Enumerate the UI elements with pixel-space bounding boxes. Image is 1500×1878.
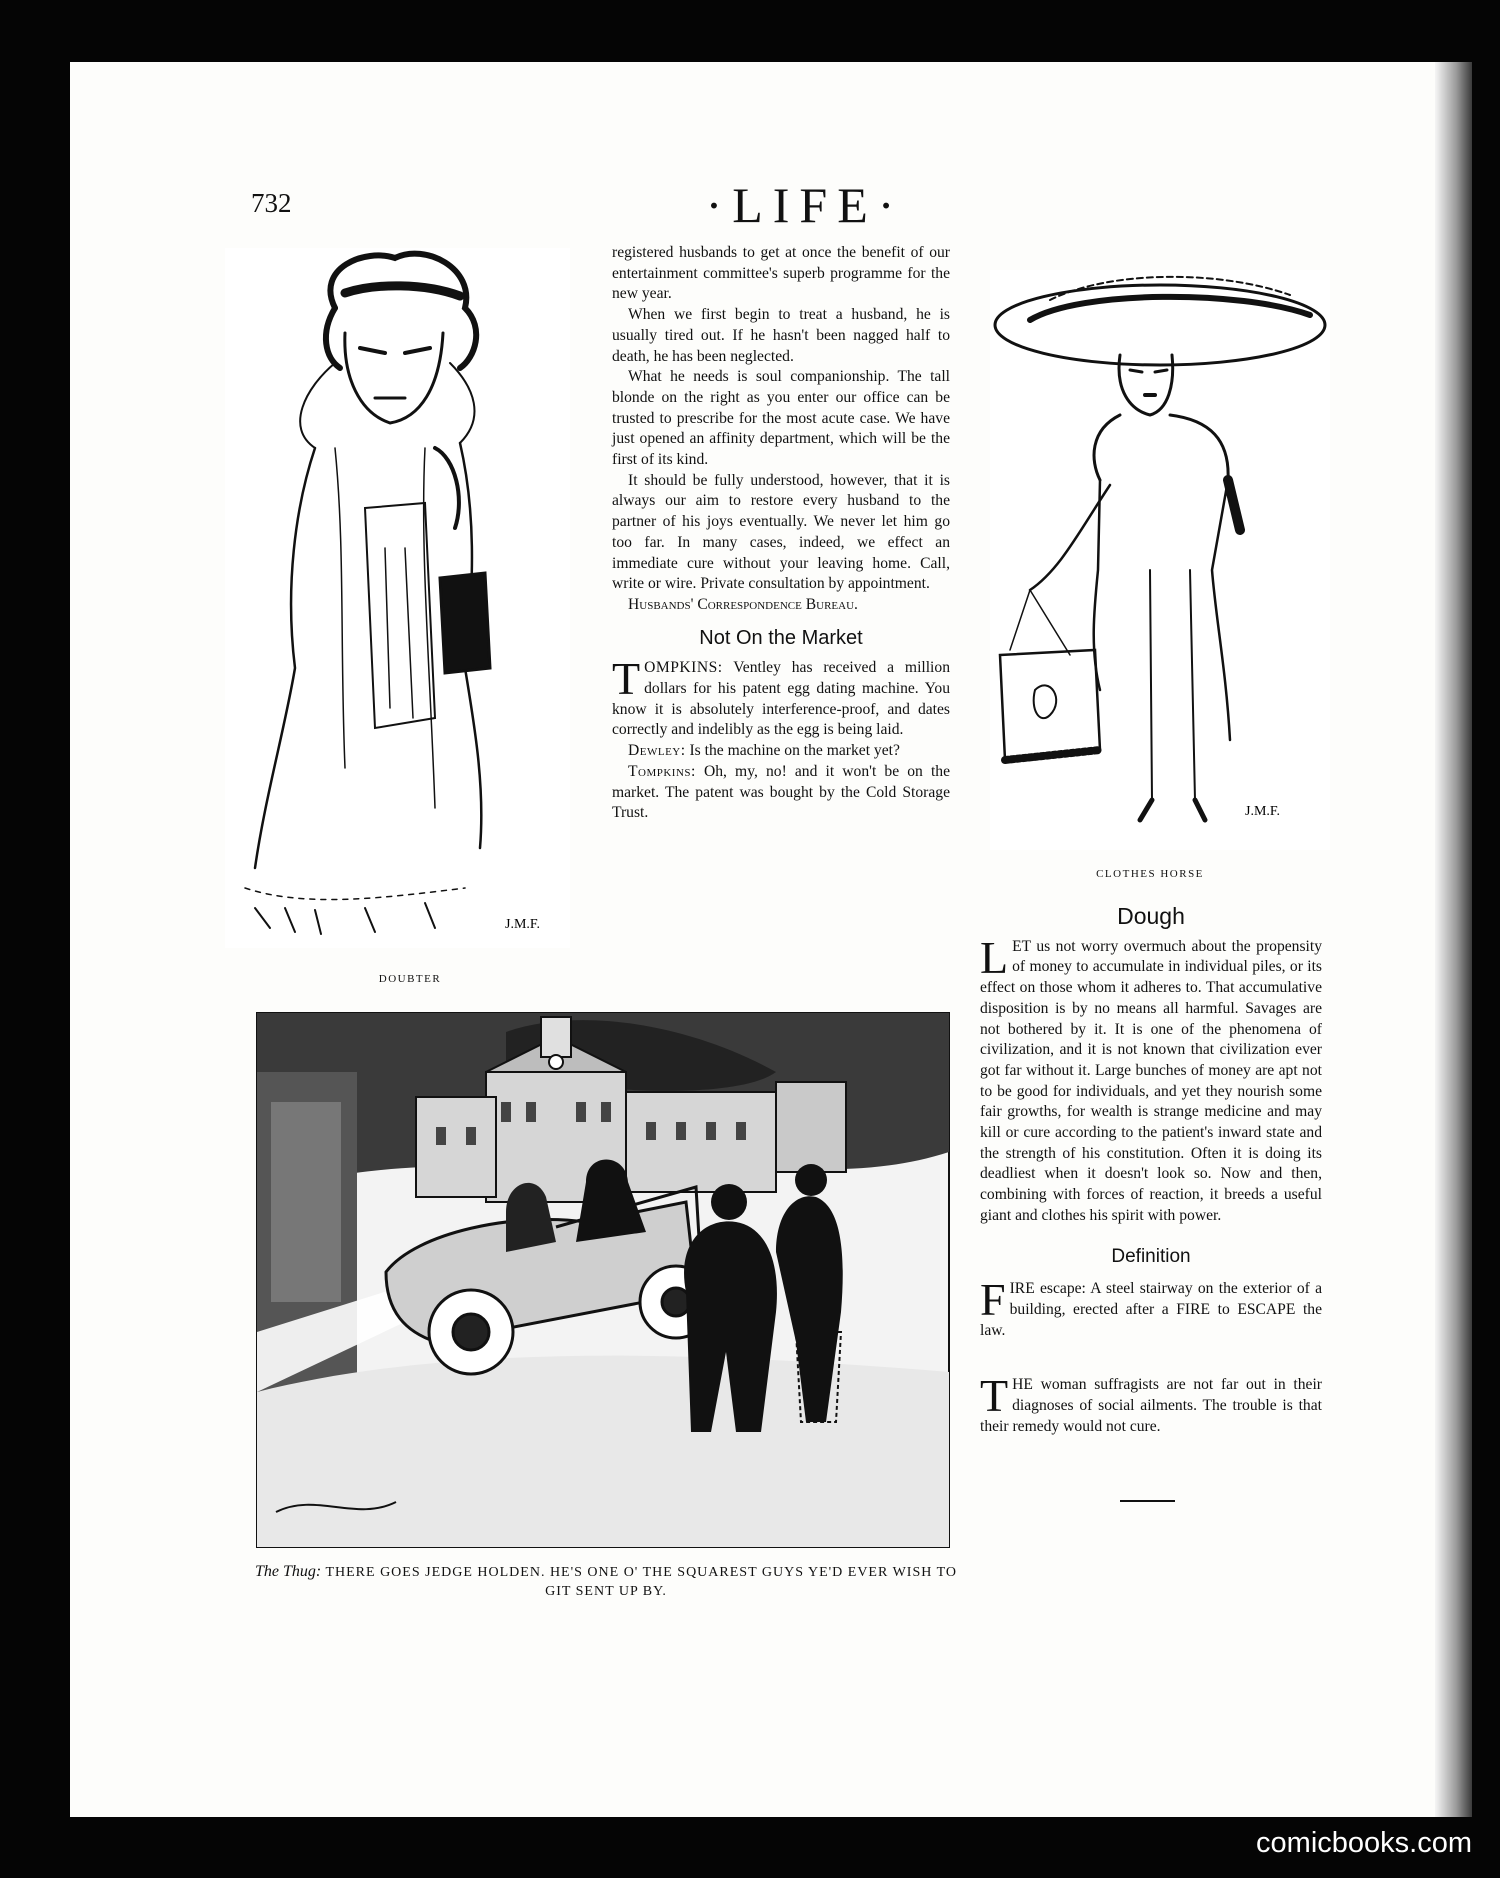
suffragists-text: HE woman suffragists are not far out in their diagnoses of social ailments. The trouble is that their remedy would not cure. (980, 1376, 1322, 1435)
bureau-signature: Husbands' Correspondence Bureau. (628, 595, 858, 613)
center-column (612, 243, 950, 824)
right-column (980, 903, 1322, 1437)
not-on-market-text-1: Ventley has received a million dollars for his patent egg dating machine. You know it is absolutely interference-proof, and dates correctly and indelibly as the egg is being laid. (612, 659, 950, 739)
not-on-market-text-2: Is the machine on the market yet? (685, 742, 900, 760)
definition-text: IRE escape: A steel stairway on the exterior of a building, erected after a FIRE to ESCAPE the law. (980, 1280, 1322, 1339)
doubter-signature: J.M.F. (505, 917, 541, 932)
clothes-horse-caption: CLOTHES HORSE (1096, 868, 1204, 880)
suffragists-dropcap: T (980, 1370, 1009, 1422)
definition-dropcap: F (980, 1274, 1006, 1326)
doubter-illustration (225, 248, 570, 948)
thug-cartoon-illustration (256, 1012, 950, 1548)
speaker-tompkins-1: OMPKINS: (644, 659, 723, 677)
speaker-tompkins-2: Tompkins: (628, 762, 696, 780)
bureau-paragraph-4: It should be fully understood, however, that it is always our aim to restore every husband to the partner of his joys eventually. We never let him go too far. In many cases, indeed, we effect an immediate cure without your leaving home. Call, write or wire. Private consultation by appointment. (612, 471, 950, 593)
caption-speaker: The Thug: (254, 1563, 322, 1580)
not-on-market-dropcap: T (612, 653, 641, 705)
caption-text: THERE GOES JEDGE HOLDEN. HE'S ONE O' THE SQUAREST GUYS YE'D EVER WISH TO GIT SENT UP BY. (321, 1565, 957, 1599)
bureau-paragraph-2: When we first begin to treat a husband, he is usually tired out. If he hasn't been nagged half to death, he has been neglected. (612, 306, 950, 365)
section-divider (1120, 1500, 1175, 1502)
dough-dropcap: L (980, 931, 1009, 983)
not-on-market-text-3: Oh, my, no! and it won't be on the market. The patent was bought by the Cold Storage Trust. (612, 762, 950, 822)
clothes-horse-signature: J.M.F. (1245, 804, 1281, 819)
doubter-caption: DOUBTER (378, 973, 442, 985)
bureau-paragraph-1: registered husbands to get at once the benefit of our entertainment committee's superb programme for the new year. (612, 244, 950, 303)
dough-title: Dough (1117, 903, 1185, 929)
bureau-paragraph-3: What he needs is soul companionship. The tall blonde on the right as you enter our office can be trusted to prescribe for the most acute case. We have just opened an affinity department, which will be the first of its kind. (612, 368, 950, 469)
page-number: 732 (251, 188, 292, 218)
clothes-horse-illustration (990, 270, 1330, 850)
not-on-market-title: Not On the Market (699, 626, 863, 649)
definition-title: Definition (1111, 1245, 1191, 1267)
watermark-text: comicbooks.com (1256, 1827, 1472, 1859)
speaker-dewley: Dewley: (628, 742, 686, 760)
thug-cartoon-caption (250, 1562, 962, 1601)
dough-text: ET us not worry overmuch about the propensity of money to accumulate in individual piles, or its effect on those whom it adheres to. That accumulative disposition is by no means all harmful. Savages are not bothered by it. It is one of the phenomena of civilization, and it is not known that civilization ever got far without it. Large bunches of money are apt not to be good for individuals, and yet they nourish some fair growths, for wealth is strange medicine and may kill or cure according to the patient's inward state and the strength of his constitution. Often it is doing its deadliest when it doesn't look so. Now and then, combining with forces of reaction, it breeds a useful giant and clothes his spirit with power. (980, 937, 1322, 1224)
masthead-title: ·LIFE· (705, 177, 905, 233)
